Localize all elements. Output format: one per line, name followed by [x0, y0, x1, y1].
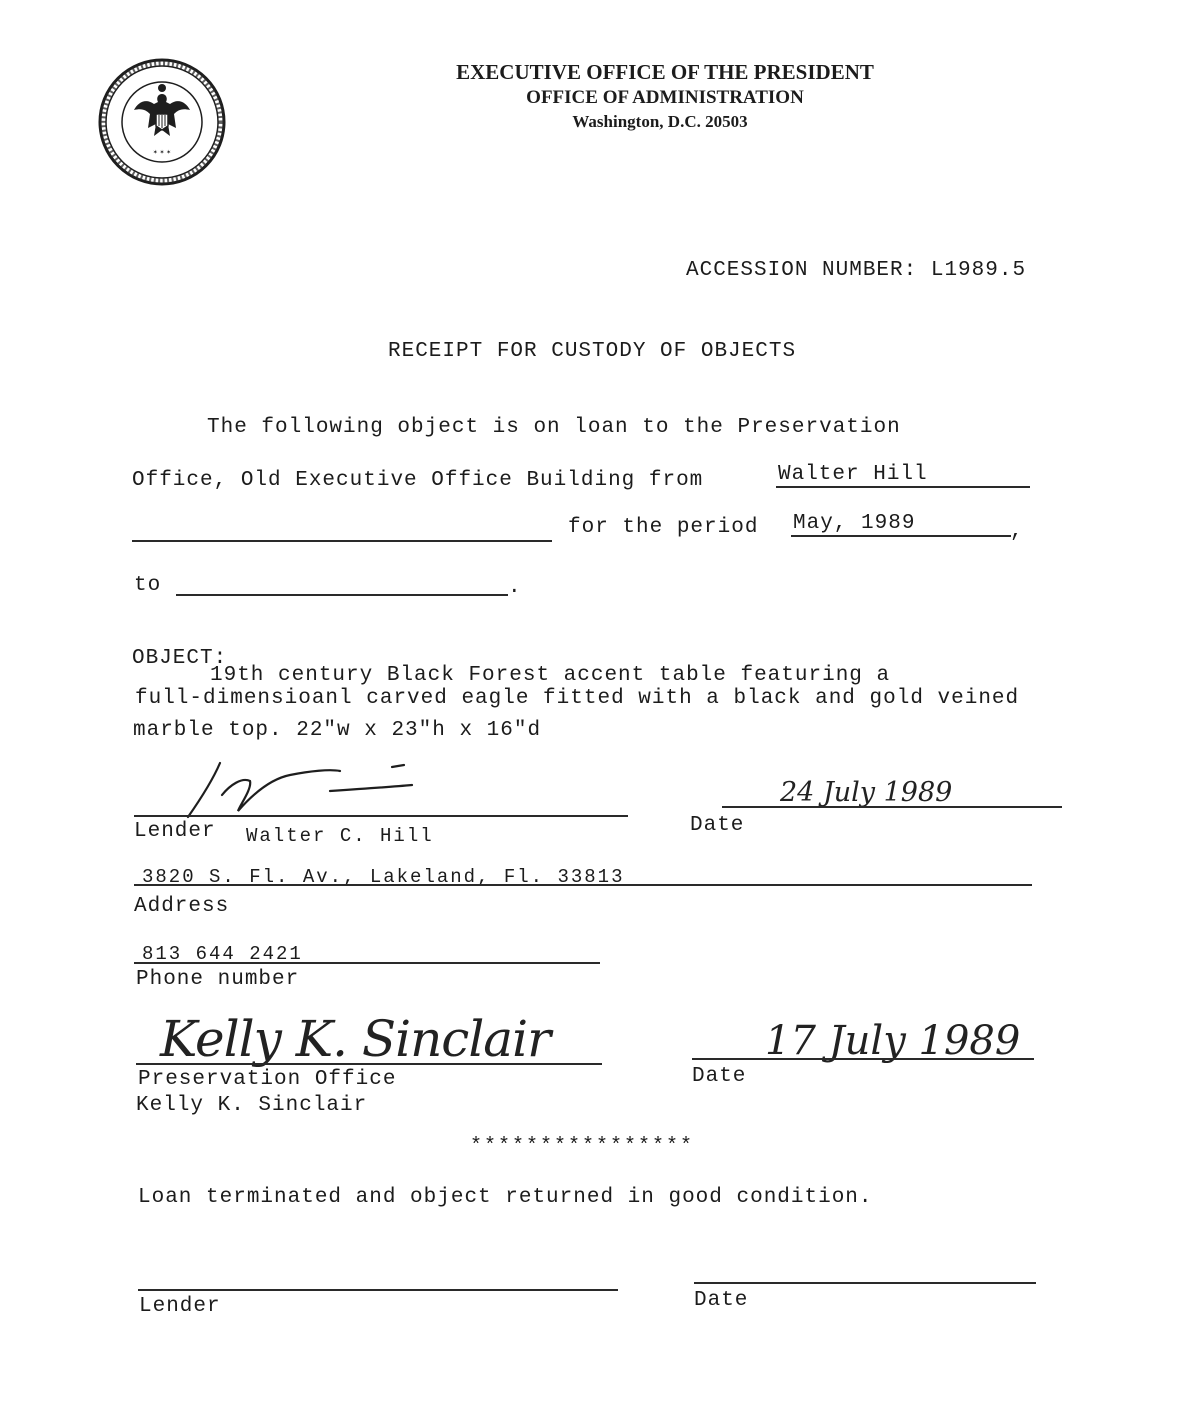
presidential-seal — [98, 58, 226, 186]
phone-line — [134, 962, 600, 964]
to-label: to — [134, 574, 162, 597]
accession-number: ACCESSION NUMBER: L1989.5 — [686, 259, 1027, 282]
receipt-title: RECEIPT FOR CUSTODY OF OBJECTS — [388, 340, 797, 363]
lender-date-line — [722, 806, 1062, 808]
object-line-2: full-dimensioanl carved eagle fitted with a black and gold veined — [135, 687, 1020, 710]
termination-text: Loan terminated and object returned in good condition. — [138, 1186, 873, 1209]
preservation-label: Preservation Office — [138, 1068, 397, 1091]
address-value: 3820 S. Fl. Av., Lakeland, Fl. 33813 — [142, 866, 625, 888]
termination-lender-line — [138, 1289, 618, 1291]
loan-line-1: The following object is on loan to the Preservation — [207, 416, 901, 439]
lender-label: Lender — [134, 820, 216, 843]
address-line — [134, 884, 1032, 886]
preservation-name: Kelly K. Sinclair — [136, 1094, 368, 1117]
preservation-date-label: Date — [692, 1065, 747, 1088]
termination-lender-label: Lender — [139, 1295, 221, 1318]
period-underline — [791, 535, 1011, 537]
lender-signature-line — [134, 815, 628, 817]
phone-value: 813 644 2421 — [142, 943, 303, 965]
termination-date-label: Date — [694, 1289, 749, 1312]
period-label: for the period — [568, 516, 759, 539]
object-label: OBJECT: — [132, 647, 228, 670]
letterhead-line-1: EXECUTIVE OFFICE OF THE PRESIDENT — [456, 60, 874, 84]
loan-line-2-prefix: Office, Old Executive Office Building from — [132, 469, 704, 492]
to-end-punct: . — [508, 576, 522, 599]
termination-date-line — [694, 1282, 1036, 1284]
preservation-signature: Kelly K. Sinclair — [160, 1010, 551, 1068]
preservation-date-line — [692, 1058, 1034, 1060]
period-value: May, 1989 — [793, 512, 916, 535]
svg-text:✶ ✶ ✶: ✶ ✶ ✶ — [152, 150, 172, 156]
lender-typed-name: Walter C. Hill — [246, 825, 434, 847]
lender-name-underline — [776, 486, 1030, 488]
object-line-1: 19th century Black Forest accent table featuring a — [210, 664, 891, 687]
preservation-date-value: 17 July 1989 — [765, 1018, 1021, 1064]
lender-date-label: Date — [690, 814, 745, 837]
preservation-signature-line — [136, 1063, 602, 1065]
letterhead-line-3: Washington, D.C. 20503 — [572, 112, 748, 131]
lender-name-continuation-line — [132, 540, 552, 542]
presidential-seal-icon — [98, 58, 226, 186]
object-line-3: marble top. 22"w x 23"h x 16"d — [133, 719, 542, 742]
lender-name-field: Walter Hill — [778, 463, 928, 486]
asterisk-separator: **************** — [470, 1135, 695, 1158]
period-end-punct: , — [1010, 520, 1024, 543]
lender-date-value: 24 July 1989 — [780, 777, 953, 808]
to-underline — [176, 594, 508, 596]
address-label: Address — [134, 895, 230, 918]
phone-label: Phone number — [136, 968, 300, 991]
letterhead-line-2: OFFICE OF ADMINISTRATION — [526, 87, 804, 108]
